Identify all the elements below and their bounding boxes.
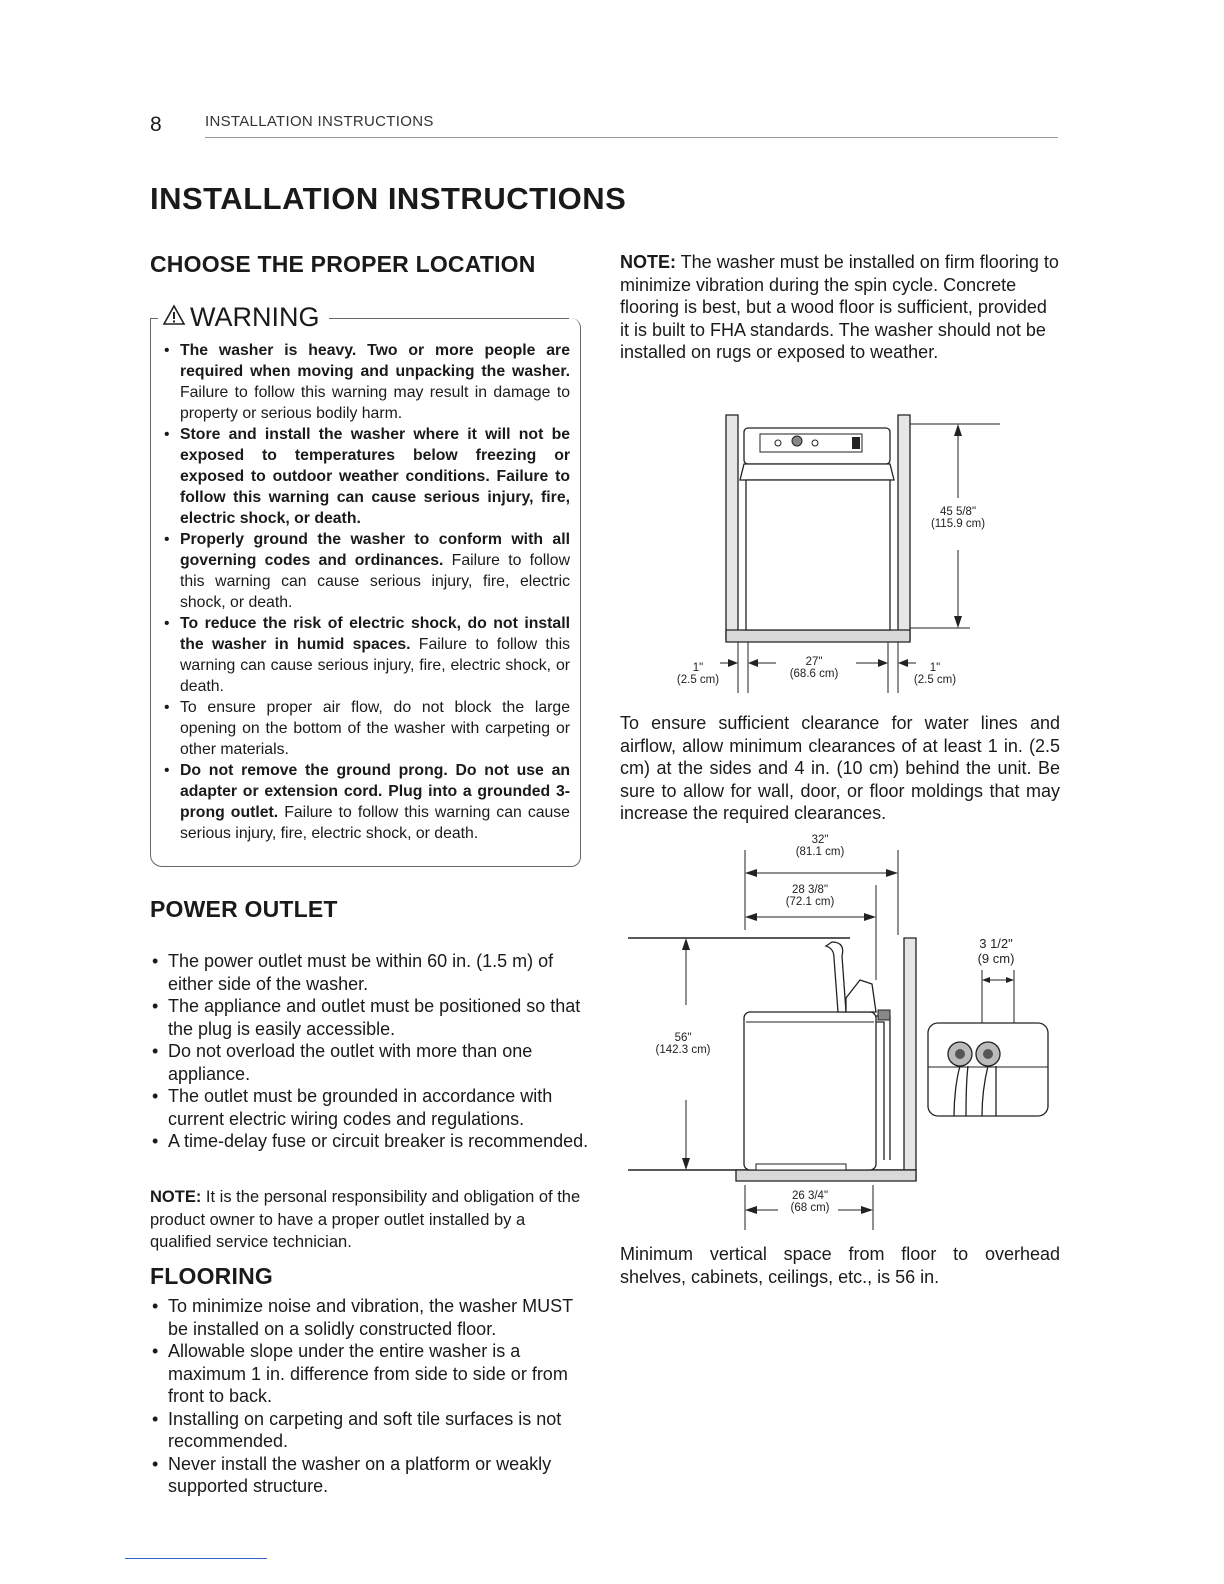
vertical-space-paragraph: Minimum vertical space from floor to overhead shelves, cabinets, ceilings, etc., is 56 in. <box>620 1244 1060 1287</box>
warning-item: • Properly ground the washer to conform with all governing codes and ordinances. Failure to follow this warning can cause serious injury, fire, electric shock, or death. <box>162 529 570 613</box>
list-item: • The outlet must be grounded in accordance with current electric wiring codes and regulations. <box>150 1085 590 1130</box>
warning-title <box>160 302 322 333</box>
location-heading: CHOOSE THE PROPER LOCATION <box>150 251 536 277</box>
clearance-paragraph: To ensure sufficient clearance for water lines and airflow, allow minimum clearances of at least 1 in. (2.5 cm) at the sides and 4 in. (10 cm) behind the unit. Be sure to allow for wall, door, or floor moldings that may increase the required clearances. <box>620 713 1060 823</box>
right-gap-label: 1" (2.5 cm) <box>913 662 957 686</box>
list-item: • The appliance and outlet must be positioned so that the plug is easily accessible. <box>150 995 590 1040</box>
list-item: • Do not overload the outlet with more than one appliance. <box>150 1040 590 1085</box>
header-rule <box>205 137 1058 138</box>
note-label: NOTE: <box>150 1188 202 1206</box>
warning-item: • Store and install the washer where it will not be exposed to temperatures below freezing or exposed to outdoor weather conditions. Failure to follow this warning can cause serious injury, fire, electric shock, or death. <box>162 424 570 529</box>
warning-item: • To reduce the risk of electric shock, do not install the washer in humid spaces. Failure to follow this warning can cause serious injury, fire, electric shock, or death. <box>162 613 570 697</box>
warning-item: • The washer is heavy. Two or more people are required when moving and unpacking the washer. Failure to follow this warning may result in damage to property or serious bodily harm. <box>162 340 570 424</box>
page-number: 8 <box>150 113 162 136</box>
list-item: • Installing on carpeting and soft tile surfaces is not recommended. <box>150 1408 595 1453</box>
page-title: INSTALLATION INSTRUCTIONS <box>150 181 627 216</box>
list-item: • To minimize noise and vibration, the washer MUST be installed on a solidly constructed floor. <box>150 1295 595 1340</box>
left-gap-label: 1" (2.5 cm) <box>676 662 720 686</box>
warning-box-top-rule <box>329 318 569 319</box>
warning-item: • To ensure proper air flow, do not block the large opening on the bottom of the washer with carpeting or other materials. <box>162 697 570 760</box>
base-depth-label: 26 3/4" (68 cm) <box>790 1190 830 1214</box>
list-item: • The power outlet must be within 60 in. (1.5 m) of either side of the washer. <box>150 950 590 995</box>
total-depth-label: 32" (81.1 cm) <box>795 834 845 858</box>
height-label: 45 5/8" (115.9 cm) <box>930 506 986 530</box>
rear-gap-label: 3 1/2" (9 cm) <box>977 936 1015 966</box>
warning-label: WARNING <box>190 302 320 332</box>
power-outlet-list <box>150 950 590 1153</box>
warning-list <box>162 340 570 844</box>
flooring-note: NOTE: The washer must be installed on firm flooring to minimize vibration during the spin cycle. Concrete flooring is best, but a wood floor is sufficient, provided it is built to FHA standards. The washer should not be installed on rugs or exposed to weather. <box>620 252 1059 362</box>
vertical-space-label: 56" (142.3 cm) <box>655 1032 711 1056</box>
flooring-heading: FLOORING <box>150 1263 273 1289</box>
front-clearance-diagram <box>660 410 1020 700</box>
warning-triangle-icon <box>162 302 190 333</box>
power-outlet-heading: POWER OUTLET <box>150 896 338 922</box>
body-depth-label: 28 3/8" (72.1 cm) <box>785 884 835 908</box>
list-item: • A time-delay fuse or circuit breaker is recommended. <box>150 1130 590 1153</box>
footer-link-rule <box>125 1558 267 1559</box>
list-item: • Allowable slope under the entire washer is a maximum 1 in. difference from side to side or from front to back. <box>150 1340 595 1408</box>
note-label: NOTE: <box>620 252 676 272</box>
list-item: • Never install the washer on a platform or weakly supported structure. <box>150 1453 595 1498</box>
width-label: 27" (68.6 cm) <box>789 656 839 680</box>
side-clearance-diagram <box>620 830 1060 1240</box>
running-header: INSTALLATION INSTRUCTIONS <box>205 113 434 130</box>
warning-item: • Do not remove the ground prong. Do not use an adapter or extension cord. Plug into a grounded 3-prong outlet. Failure to follow this warning can cause serious injury, fire, electric shock, or death. <box>162 760 570 844</box>
flooring-list <box>150 1295 595 1498</box>
warning-box-corner <box>150 318 158 319</box>
power-outlet-note: NOTE: It is the personal responsibility and obligation of the product owner to have a proper outlet installed by a qualified service technician. <box>150 1188 581 1251</box>
